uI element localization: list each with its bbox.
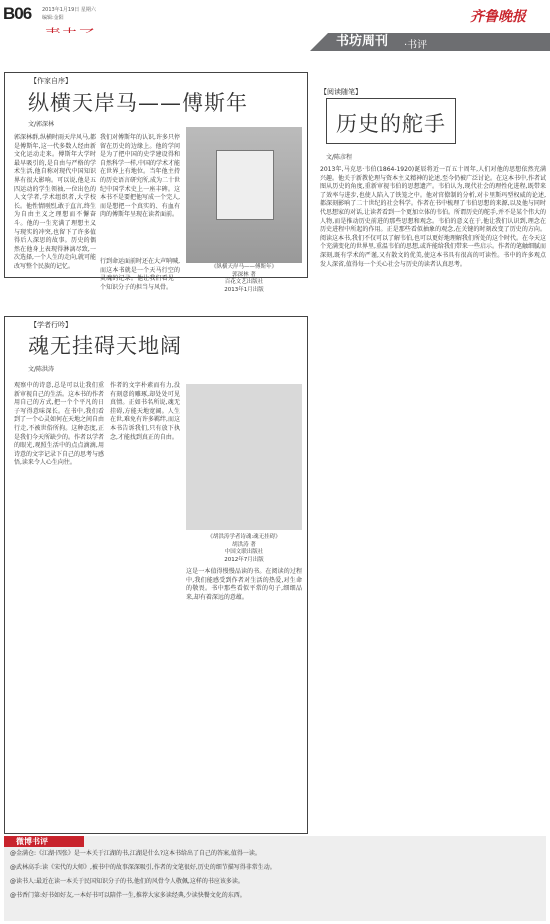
weibo-line: @金满仓:《江湖·四张》是一本关于江湖的书,江湖是什么?这本书给出了自己的答案,值得一读。 [10,850,261,857]
article-2-author: 文/陈洪涛 [28,366,55,373]
article-1-tag: 【作家自序】 [30,77,72,85]
article-3-author: 文/陈彦程 [326,154,353,161]
section-title: 书坊周刊 [336,34,389,49]
article-2-tag: 【学者行吟】 [30,321,72,329]
weibo-line: @书香门第:好书如好友,一本好书可以陪伴一生,推荐大家多读经典,少读快餐文化的东西。 [10,892,246,899]
article-1-body-3: 行到命运面前时还在大声呐喊,而这本书就是一个天马行空的灵魂的记录。他让我们看见一个知识分子的担当与风骨。 [100,258,180,291]
article-1-title: 纵横天岸马——傅斯年 [28,91,248,115]
article-2-body-2: 作者的文字朴素而有力,没有刻意的雕琢,却处处可见真情。正如书名所说,魂无挂碍,方能天地宽阔。人生在世,难免有许多羁绊,而这本书告诉我们,只有放下执念,才能找到真正的自由。 [110,382,180,441]
article-1-caption: 《纵横天岸马——傅斯年》 郭深林 著 百花文艺出版社 2013年1月出版 [210,264,277,293]
weibo-title: 微博书评 [4,836,84,847]
header-bar-cutout [0,33,310,51]
article-2-caption: 《胡洪涛学者诗魂:魂无挂碍》 胡洪涛 著 中国文联出版社 2012年7月出版 [207,534,281,563]
book-cover-inner [216,150,274,220]
newspaper-logo: 齐鲁晚报 [470,9,526,25]
article-2-body-3: 这是一本值得慢慢品读的书。在阅读的过程中,我们能感受到作者对生活的热爱,对生命的敬畏。书中那些看似平常的句子,细细品来,却有着深远的意蕴。 [186,568,302,601]
article-3-tag: 【阅读随笔】 [320,88,362,96]
article-3-title: 历史的舵手 [336,112,446,136]
issue-date: 2013年1月19日 星期六 [42,7,96,13]
article-3-body: 2013年,马克思·韦伯(1864-1920)诞辰将近一百五十周年,人们对他的思想依然充满兴趣。他关于新教伦理与资本主义精神的论述,至今仍被广泛讨论。在这本书中,作者试图从历史的角度,重新审视韦伯的思想遗产。韦伯认为,现代社会的理性化进程,既带来了效率与进步,也使人陷入了铁笼之中。他对官僚制的分析,对卡里斯玛型权威的论述,都深刻影响了二十世纪的社会科学。作者在书中梳理了韦伯思想的来源,以及他与同时代思想家的对话,让读者看到一个更加立体的韦伯。所谓历史的舵手,并不是某个伟大的人物,而是推动历史前进的那些思想和观念。韦伯的意义在于,他让我们认识到,理念在历史进程中所起的作用。正是那些看似抽象的观念,在关键的时刻改变了历史的方向。阅读这本书,我们不仅可以了解韦伯,也可以更好地理解我们所处的这个时代。在今天这个充满变化的世界里,重温韦伯的思想,或许能给我们带来一些启示。作者的笔触细腻而深刻,既有学术的严谨,又有散文的优美,使这本书具有很高的可读性。书中的许多观点发人深省,值得每一个关心社会与历史的读者认真思考。 [320,166,546,268]
page-header [0,0,550,52]
article-2-body: 观察中的诗意,总是可以让我们重新审视自己的生活。这本书的作者用自己的方式,把一个个平凡的日子写得意味深长。在书中,我们看到了一个心灵如何在天地之间自由行走,不被世俗所拘。这种态度,正是我们今天所缺少的。作者以学者的眼光,观照生活中的点点滴滴,用诗意的文字记录下自己的思考与感悟,读来令人心生向往。 [14,382,105,467]
section-subtitle: ·书评 [404,40,428,51]
weibo-line: @武林高手:读《宋代的大师》,被书中的故事深深吸引,作者的文笔很好,历史的细节描写得非常生动。 [10,864,276,871]
article-2-title: 魂无挂碍天地阔 [28,334,182,358]
weibo-line: @读书人:最近在读一本关于民国知识分子的书,他们的风骨令人敬佩,这样的书应该多读。 [10,878,244,885]
article-1-body: 郭深林群,纵横时雨天岸风马,都是傅斯年,这一代多数人经由新文化运动走来。傅斯年大学时最早吸引的,是自由与严格的学术生活,他自称对现代中国知识界有很大影响。可以说,他是五四运动的学生领袖,一位出色的人文学者,学术组织者,大学校长。他性情刚烈,敢于直言,终生为自由主义之理想而不懈奋斗。他的一生充满了理想主义与现实的冲突,也留下了许多值得后人深思的故事。历史的偶然在他身上表现得淋漓尽致,一次选择,一个人生的走向,就可能改写整个民族的记忆。 [14,134,96,270]
book-cover-image-2 [186,384,302,530]
article-1-body-2: 我们对傅斯年的认识,许多只停留在历史的边缘上。他的学问是为了把中国的史学建设得和自然科学一样,中国的学术才能在世界上有地位。当年他主持的历史语言研究所,成为二十世纪中国学术史上一座丰碑。这本书不是要把他写成一个完人,而是想把一个真实的、有血有肉的傅斯年呈现在读者面前。 [100,134,180,219]
editor-credit: 编辑:金阳 [42,15,64,21]
page-code: B06 [3,4,32,23]
article-1-author: 文/郭深林 [28,121,55,128]
